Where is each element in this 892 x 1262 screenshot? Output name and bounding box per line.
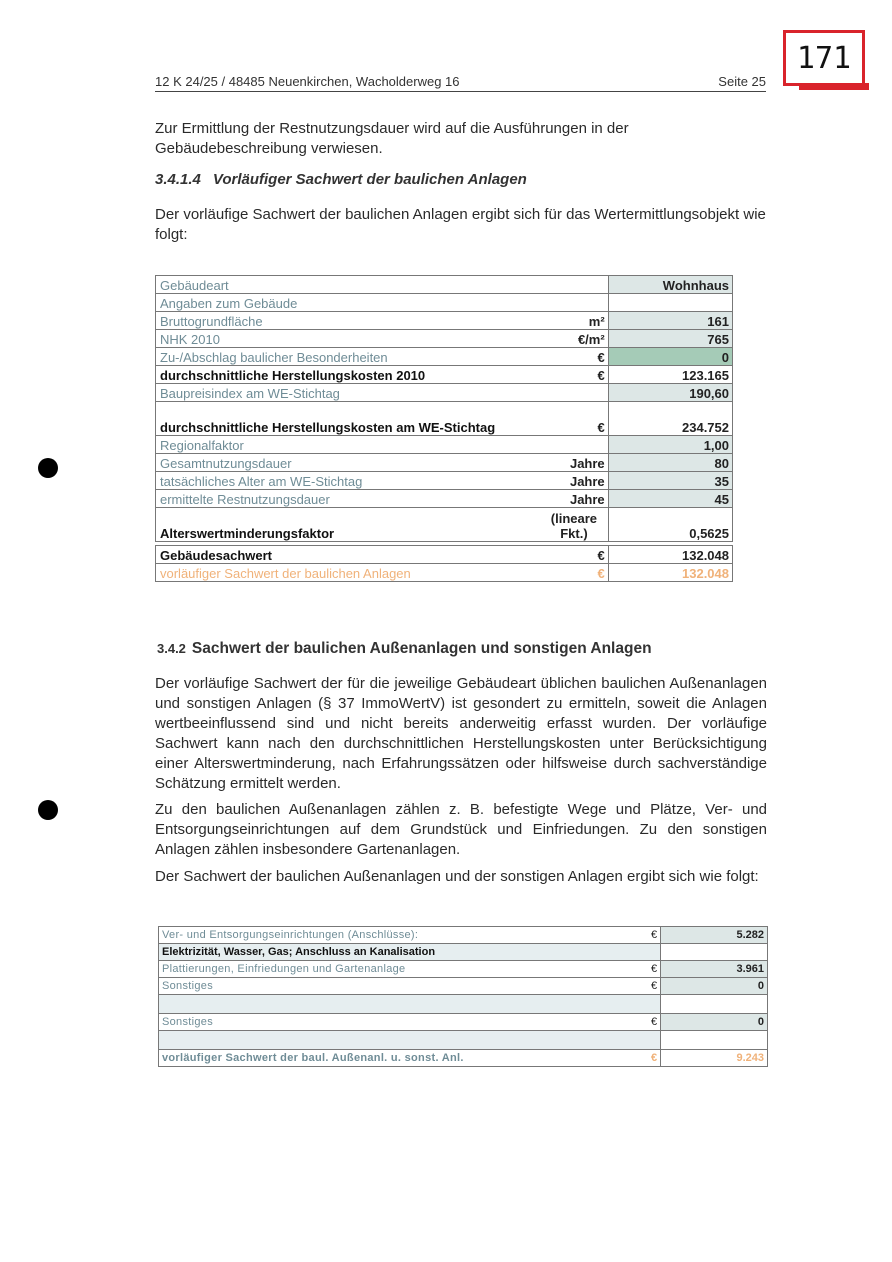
row-value: 0 bbox=[608, 348, 732, 366]
row-unit bbox=[539, 436, 608, 454]
row-unit: €/m² bbox=[539, 330, 608, 348]
row-label: vorläufiger Sachwert der baulichen Anlagen bbox=[156, 564, 540, 582]
row-value bbox=[608, 294, 732, 312]
section-title: Sachwert der baulichen Außenanlagen und sonstigen Anlagen bbox=[191, 640, 652, 657]
section-number: 3.4.2 bbox=[157, 641, 186, 656]
row-value: 0 bbox=[661, 1014, 768, 1031]
row-value: 190,60 bbox=[608, 384, 732, 402]
paragraph-outdoor-result: Der Sachwert der baulichen Außenanlagen und der sonstigen Anlagen ergibt sich wie folgt: bbox=[155, 868, 759, 885]
row-value: 9.243 bbox=[661, 1050, 768, 1067]
row-value: 0,5625 bbox=[608, 508, 732, 542]
table-row bbox=[156, 508, 733, 542]
row-label: Gebäudeart bbox=[156, 276, 540, 294]
table-row bbox=[156, 348, 733, 366]
table-row bbox=[156, 294, 733, 312]
table-row bbox=[156, 330, 733, 348]
row-unit: € bbox=[539, 402, 608, 436]
row-value: 45 bbox=[608, 490, 732, 508]
section-intro-paragraph: Der vorläufige Sachwert der baulichen Anlagen ergibt sich für das Wertermittlungsobjekt wie folgt: bbox=[155, 206, 766, 243]
row-unit: € bbox=[644, 1050, 660, 1067]
row-value: 5.282 bbox=[661, 927, 768, 944]
row-value: 765 bbox=[608, 330, 732, 348]
empty-cell bbox=[661, 944, 768, 961]
table-row bbox=[159, 927, 768, 944]
row-unit bbox=[539, 384, 608, 402]
row-label: ermittelte Restnutzungsdauer bbox=[156, 490, 540, 508]
paragraph-outdoor-facilities: Der vorläufige Sachwert der für die jeweilige Gebäudeart üblichen baulichen Außenanlagen und sonstigen Anlagen (§ 37 ImmoWertV) ist gesondert zu ermitteln, soweit die Anlagen wertbeeinflussend sind und nicht bereits anderweitig erfasst wurden. Der vorläufige Sachwert kann nach den durchschnittlichen Herstellungskosten unter Berücksichtigung einer Alterswertminderung, nach Erfahrungssätzen oder hilfsweise durch sachverständige Schätzung ermittelt werden. bbox=[155, 675, 767, 792]
row-unit: Jahre bbox=[539, 472, 608, 490]
row-label: Alterswertminderungsfaktor bbox=[156, 508, 540, 542]
table-row-blank bbox=[159, 995, 768, 1014]
punch-hole bbox=[38, 800, 58, 820]
row-label: NHK 2010 bbox=[156, 330, 540, 348]
row-unit: Jahre bbox=[539, 490, 608, 508]
section-heading-3-4-2 bbox=[157, 640, 652, 658]
section-title: Vorläufiger Sachwert der baulichen Anlagen bbox=[212, 171, 527, 188]
row-unit: € bbox=[539, 546, 608, 564]
row-unit: € bbox=[644, 927, 660, 944]
table-row bbox=[156, 546, 733, 564]
intro-paragraph: Zur Ermittlung der Restnutzungsdauer wird auf die Ausführungen in der Gebäudebeschreibung verwiesen. bbox=[155, 120, 629, 157]
row-unit: m² bbox=[539, 312, 608, 330]
row-label: durchschnittliche Herstellungskosten am WE-Stichtag bbox=[156, 402, 540, 436]
row-label: Ver- und Entsorgungseinrichtungen (Anschlüsse): bbox=[159, 927, 645, 944]
row-unit bbox=[539, 276, 608, 294]
table-row bbox=[156, 366, 733, 384]
row-label: Sonstiges bbox=[159, 1014, 645, 1031]
empty-cell bbox=[661, 1031, 768, 1050]
row-detail: Elektrizität, Wasser, Gas; Anschluss an Kanalisation bbox=[159, 944, 661, 961]
row-label: tatsächliches Alter am WE-Stichtag bbox=[156, 472, 540, 490]
row-label: Bruttogrundfläche bbox=[156, 312, 540, 330]
row-value: 80 bbox=[608, 454, 732, 472]
table-row bbox=[156, 472, 733, 490]
row-unit: Jahre bbox=[539, 454, 608, 472]
row-value: 234.752 bbox=[608, 402, 732, 436]
row-unit: € bbox=[644, 961, 660, 978]
row-value: 161 bbox=[608, 312, 732, 330]
punch-hole bbox=[38, 458, 58, 478]
row-value: Wohnhaus bbox=[608, 276, 732, 294]
table-row-detail bbox=[159, 944, 768, 961]
outdoor-facilities-table bbox=[158, 926, 768, 1067]
table-row bbox=[156, 490, 733, 508]
row-value: 132.048 bbox=[608, 564, 732, 582]
row-unit: € bbox=[644, 978, 660, 995]
row-label: durchschnittliche Herstellungskosten 2010 bbox=[156, 366, 540, 384]
section-number: 3.4.1.4 bbox=[155, 171, 201, 188]
blank-cell bbox=[159, 995, 661, 1014]
empty-cell bbox=[661, 995, 768, 1014]
row-label: vorläufiger Sachwert der baul. Außenanl. u. sonst. Anl. bbox=[159, 1050, 645, 1067]
row-value: 1,00 bbox=[608, 436, 732, 454]
building-value-table bbox=[155, 275, 733, 582]
row-unit: € bbox=[539, 564, 608, 582]
table-row bbox=[159, 961, 768, 978]
table-row bbox=[156, 402, 733, 436]
row-value: 3.961 bbox=[661, 961, 768, 978]
row-unit: € bbox=[644, 1014, 660, 1031]
page-header bbox=[155, 74, 766, 92]
table-row bbox=[159, 1014, 768, 1031]
case-reference: 12 K 24/25 / 48485 Neuenkirchen, Wacholderweg 16 bbox=[155, 74, 460, 89]
table-row bbox=[156, 384, 733, 402]
row-value: 123.165 bbox=[608, 366, 732, 384]
table-row bbox=[156, 276, 733, 294]
row-label: Baupreisindex am WE-Stichtag bbox=[156, 384, 540, 402]
row-label: Gesamtnutzungsdauer bbox=[156, 454, 540, 472]
row-unit bbox=[539, 294, 608, 312]
row-unit: (lineare Fkt.) bbox=[539, 508, 608, 542]
table-row bbox=[156, 454, 733, 472]
paragraph-outdoor-examples: Zu den baulichen Außenanlagen zählen z. B. befestigte Wege und Plätze, Ver- und Entsorgungseinrichtungen auf dem Grundstück und Einfriedungen. Zu den sonstigen Anlagen zählen insbesondere Gartenanlagen. bbox=[155, 801, 767, 858]
row-label: Regionalfaktor bbox=[156, 436, 540, 454]
row-value: 0 bbox=[661, 978, 768, 995]
row-unit: € bbox=[539, 348, 608, 366]
row-label: Gebäudesachwert bbox=[156, 546, 540, 564]
table-row-total bbox=[156, 564, 733, 582]
table-row-blank bbox=[159, 1031, 768, 1050]
row-label: Plattierungen, Einfriedungen und Gartenanlage bbox=[159, 961, 645, 978]
table-row-total bbox=[159, 1050, 768, 1067]
page-number-stamp: 171 bbox=[783, 30, 865, 86]
row-unit: € bbox=[539, 366, 608, 384]
section-heading-3-4-1-4 bbox=[155, 171, 527, 188]
row-value: 35 bbox=[608, 472, 732, 490]
blank-cell bbox=[159, 1031, 661, 1050]
page-label: Seite 25 bbox=[718, 74, 766, 89]
table-row bbox=[159, 978, 768, 995]
row-label: Angaben zum Gebäude bbox=[156, 294, 540, 312]
row-value: 132.048 bbox=[608, 546, 732, 564]
row-label: Sonstiges bbox=[159, 978, 645, 995]
table-row bbox=[156, 436, 733, 454]
table-row bbox=[156, 312, 733, 330]
row-label: Zu-/Abschlag baulicher Besonderheiten bbox=[156, 348, 540, 366]
